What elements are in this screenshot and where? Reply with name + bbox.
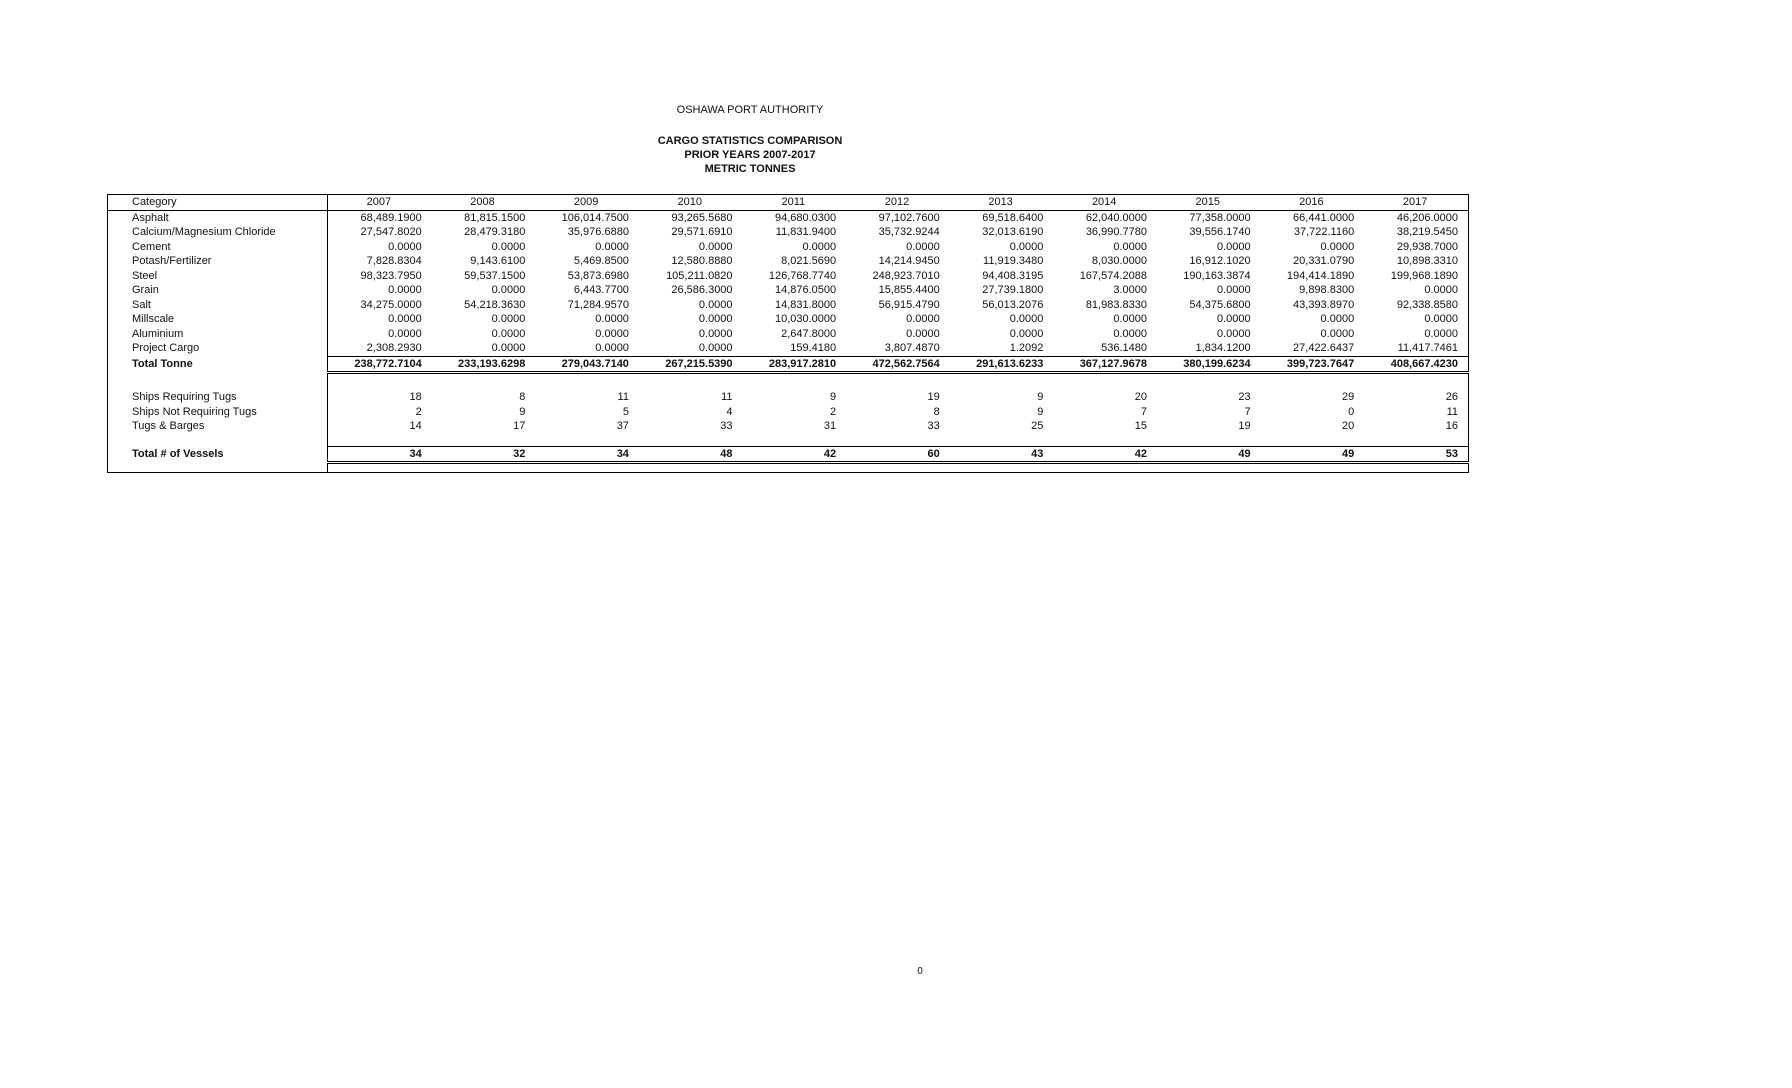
table-cell: 11 bbox=[617, 391, 629, 403]
table-cell: 472,562.7564 bbox=[846, 356, 950, 373]
spacer-cell bbox=[108, 434, 328, 447]
table-row bbox=[108, 254, 1469, 269]
table-cell: 0.0000 bbox=[1216, 327, 1251, 340]
table-cell: 0.0000 bbox=[1424, 313, 1458, 325]
table-cell: 38,219.5450 bbox=[1396, 226, 1458, 238]
table-row bbox=[108, 419, 1469, 434]
table-cell: 0.0000 bbox=[595, 327, 629, 340]
table-cell: 0.0000 bbox=[388, 240, 422, 253]
table-cell: 34 bbox=[535, 446, 639, 463]
table-cell: 0.0000 bbox=[388, 284, 422, 296]
table-cell: 20 bbox=[1134, 391, 1147, 403]
table-cell: 0.0000 bbox=[1320, 327, 1355, 340]
table-cell: 159.4180 bbox=[743, 341, 847, 356]
table-cell: 93,265.5680 bbox=[671, 211, 733, 224]
table-cell: 37,722.1160 bbox=[1293, 226, 1355, 238]
table-cell: 291,613.6233 bbox=[950, 356, 1054, 373]
table-row bbox=[108, 327, 1469, 342]
table-cell: 43 bbox=[950, 446, 1054, 463]
table-cell: 0.0000 bbox=[1113, 313, 1147, 325]
table-cell: 43,393.8970 bbox=[1293, 298, 1355, 311]
table-cell: 92,338.8580 bbox=[1396, 298, 1458, 311]
table-cell: 16,912.1020 bbox=[1189, 255, 1251, 267]
table-cell: 5 bbox=[622, 405, 629, 418]
table-cell: 34,275.0000 bbox=[360, 298, 422, 311]
table-cell: 11 bbox=[721, 391, 733, 403]
table-cell: 5,469.8500 bbox=[573, 255, 629, 267]
table-cell: 15 bbox=[1134, 420, 1147, 432]
table-cell: 32 bbox=[432, 446, 536, 463]
table-cell: 0.0000 bbox=[491, 284, 526, 296]
year-header: 2008 bbox=[432, 195, 536, 211]
table-cell: 0.0000 bbox=[1009, 327, 1044, 340]
table-cell: 12,580.8880 bbox=[671, 255, 733, 267]
table-cell: 18 bbox=[409, 391, 422, 403]
table-cell: 25 bbox=[1031, 420, 1044, 432]
year-header: 2007 bbox=[328, 195, 432, 211]
table-cell: 0.0000 bbox=[432, 341, 536, 356]
year-header: 2015 bbox=[1157, 195, 1261, 211]
table-cell: 20,331.0790 bbox=[1293, 255, 1355, 267]
row-label: Asphalt bbox=[108, 210, 328, 225]
table-cell: 106,014.7500 bbox=[561, 211, 629, 224]
row-label: Salt bbox=[108, 298, 328, 313]
table-cell: 7 bbox=[1244, 405, 1251, 418]
year-header: 2011 bbox=[743, 195, 847, 211]
table-cell: 7,828.8304 bbox=[366, 255, 422, 267]
table-cell: 3.0000 bbox=[1113, 284, 1147, 296]
table-cell: 9 bbox=[519, 405, 526, 418]
table-cell: 199,968.1890 bbox=[1390, 269, 1458, 282]
year-header: 2012 bbox=[846, 195, 950, 211]
table-cell: 0.0000 bbox=[491, 327, 526, 340]
table-cell: 17 bbox=[513, 420, 526, 432]
table-cell: 56,915.4790 bbox=[878, 298, 940, 311]
row-label: Potash/Fertilizer bbox=[108, 254, 328, 269]
table-cell: 14,214.9450 bbox=[878, 255, 940, 267]
table-row bbox=[108, 405, 1469, 420]
table-cell: 7 bbox=[1140, 405, 1147, 418]
table-cell: 53,873.6980 bbox=[567, 269, 629, 282]
table-cell: 1.2092 bbox=[950, 341, 1054, 356]
table-cell: 98,323.7950 bbox=[360, 269, 422, 282]
table-cell: 0.0000 bbox=[802, 240, 837, 253]
table-cell: 2,647.8000 bbox=[781, 327, 837, 340]
table-cell: 15,855.4400 bbox=[878, 284, 940, 296]
table-cell: 11,919.3480 bbox=[983, 255, 1044, 267]
table-cell: 0.0000 bbox=[595, 313, 629, 325]
organization-name: OSHAWA PORT AUTHORITY bbox=[676, 104, 824, 116]
table-cell: 248,923.7010 bbox=[872, 269, 940, 282]
table-cell: 48 bbox=[639, 446, 743, 463]
table-cell: 81,983.8330 bbox=[1085, 298, 1147, 311]
table-row bbox=[108, 312, 1469, 327]
table-cell: 0 bbox=[1348, 405, 1355, 418]
table-cell: 8,030.0000 bbox=[1091, 255, 1147, 267]
table-row bbox=[108, 298, 1469, 313]
table-cell: 97,102.7600 bbox=[878, 211, 940, 224]
table-cell: 11,831.9400 bbox=[775, 226, 837, 238]
table-cell: 8,021.5690 bbox=[781, 255, 837, 267]
table-cell: 81,815.1500 bbox=[464, 211, 526, 224]
table-cell: 9,143.6100 bbox=[470, 255, 526, 267]
row-label: Cement bbox=[108, 240, 328, 255]
spacer-row bbox=[108, 434, 1469, 447]
table-cell: 0.0000 bbox=[1320, 313, 1355, 325]
table-cell: 49 bbox=[1157, 446, 1261, 463]
table-cell: 1,834.1200 bbox=[1157, 341, 1261, 356]
table-cell: 46,206.0000 bbox=[1396, 211, 1458, 224]
table-cell: 10,030.0000 bbox=[774, 313, 837, 325]
row-label: Tugs & Barges bbox=[108, 419, 328, 434]
table-cell: 49 bbox=[1261, 446, 1365, 463]
spacer-row bbox=[108, 373, 1469, 391]
table-cell: 8 bbox=[519, 391, 526, 403]
table-cell: 42 bbox=[1053, 446, 1157, 463]
page-number: 0 bbox=[917, 966, 923, 977]
year-header: 2010 bbox=[639, 195, 743, 211]
table-cell: 9,898.8300 bbox=[1299, 284, 1355, 296]
report-units: METRIC TONNES bbox=[704, 163, 796, 175]
table-cell: 0.0000 bbox=[595, 240, 629, 253]
table-cell: 20 bbox=[1341, 420, 1355, 432]
table-cell: 536.1480 bbox=[1053, 341, 1157, 356]
table-cell: 37 bbox=[616, 420, 629, 432]
table-cell: 9 bbox=[1037, 391, 1044, 403]
table-cell: 0.0000 bbox=[1113, 240, 1147, 253]
table-cell: 66,441.0000 bbox=[1293, 211, 1355, 224]
table-cell: 167,574.2088 bbox=[1079, 269, 1147, 282]
table-cell: 53 bbox=[1364, 446, 1468, 463]
table-cell: 0.0000 bbox=[1320, 240, 1355, 253]
table-row bbox=[108, 225, 1469, 240]
spacer-cell bbox=[328, 373, 1469, 391]
table-cell: 35,976.6880 bbox=[567, 226, 629, 238]
table-cell: 39,556.1740 bbox=[1189, 226, 1251, 238]
report-title: CARGO STATISTICS COMPARISON bbox=[657, 135, 843, 147]
table-cell: 9 bbox=[1037, 405, 1044, 418]
table-cell: 0.0000 bbox=[698, 313, 733, 325]
table-cell: 59,537.1500 bbox=[464, 269, 526, 282]
row-label: Calcium/Magnesium Chloride bbox=[108, 225, 328, 240]
table-cell: 233,193.6298 bbox=[432, 356, 536, 373]
table-cell: 26 bbox=[1445, 391, 1458, 403]
category-header: Category bbox=[108, 195, 328, 211]
table-cell: 0.0000 bbox=[388, 313, 422, 325]
table-cell: 283,917.2810 bbox=[743, 356, 847, 373]
table-cell: 54,218.3630 bbox=[464, 298, 526, 311]
row-label: Grain bbox=[108, 283, 328, 298]
table-cell: 10,898.3310 bbox=[1396, 255, 1458, 267]
table-cell: 28,479.3180 bbox=[464, 226, 526, 238]
spacer-cell bbox=[108, 463, 328, 473]
table-cell: 77,358.0000 bbox=[1189, 211, 1251, 224]
table-cell: 2,308.2930 bbox=[328, 341, 432, 356]
table-cell: 408,667.4230 bbox=[1364, 356, 1468, 373]
table-cell: 19 bbox=[1238, 420, 1251, 432]
table-cell: 0.0000 bbox=[1113, 327, 1147, 340]
row-label: Project Cargo bbox=[108, 341, 328, 356]
year-header: 2014 bbox=[1053, 195, 1157, 211]
table-cell: 0.0000 bbox=[698, 240, 733, 253]
table-cell: 8 bbox=[933, 405, 940, 418]
table-cell: 267,215.5390 bbox=[639, 356, 743, 373]
table-row bbox=[108, 269, 1469, 284]
table-cell: 0.0000 bbox=[1216, 240, 1251, 253]
table-cell: 399,723.7647 bbox=[1261, 356, 1365, 373]
row-label: Ships Not Requiring Tugs bbox=[108, 405, 328, 420]
table-cell: 56,013.2076 bbox=[982, 298, 1044, 311]
table-cell: 2 bbox=[415, 405, 422, 418]
table-cell: 0.0000 bbox=[1424, 284, 1458, 296]
year-header: 2009 bbox=[535, 195, 639, 211]
report-title-block bbox=[600, 134, 900, 176]
table-cell: 194,414.1890 bbox=[1286, 269, 1355, 282]
row-label: Ships Requiring Tugs bbox=[108, 390, 328, 405]
table-cell: 33 bbox=[927, 420, 940, 432]
table-cell: 16 bbox=[1445, 420, 1458, 432]
table-cell: 27,422.6437 bbox=[1261, 341, 1365, 356]
table-cell: 71,284.9570 bbox=[567, 298, 629, 311]
table-cell: 0.0000 bbox=[535, 341, 639, 356]
year-header: 2017 bbox=[1364, 195, 1468, 211]
table-row bbox=[108, 356, 1469, 373]
table-cell: 26,586.3000 bbox=[671, 284, 733, 296]
table-cell: 29,571.6910 bbox=[671, 226, 733, 238]
table-cell: 380,199.6234 bbox=[1157, 356, 1261, 373]
table-cell: 60 bbox=[846, 446, 950, 463]
table-cell: 367,127.9678 bbox=[1053, 356, 1157, 373]
table-cell: 11,417.7461 bbox=[1364, 341, 1468, 356]
table-cell: 94,680.0300 bbox=[774, 211, 837, 224]
table-row bbox=[108, 341, 1469, 356]
table-cell: 0.0000 bbox=[1424, 327, 1458, 340]
table-cell: 2 bbox=[830, 405, 837, 418]
table-cell: 27,739.1800 bbox=[982, 284, 1044, 296]
table-cell: 126,768.7740 bbox=[768, 269, 837, 282]
table-cell: 0.0000 bbox=[906, 313, 940, 325]
row-label: Millscale bbox=[108, 312, 328, 327]
cargo-statistics-table bbox=[107, 194, 1469, 473]
table-cell: 0.0000 bbox=[1216, 284, 1251, 296]
table-cell: 68,489.1900 bbox=[360, 211, 422, 224]
table-cell: 0.0000 bbox=[388, 327, 422, 340]
table-cell: 32,013.6190 bbox=[982, 226, 1044, 238]
table-header-row bbox=[108, 195, 1469, 211]
table-row bbox=[108, 240, 1469, 255]
report-period: PRIOR YEARS 2007-2017 bbox=[684, 149, 816, 161]
table-cell: 0.0000 bbox=[491, 240, 526, 253]
table-cell: 0.0000 bbox=[906, 240, 940, 253]
table-cell: 6,443.7700 bbox=[573, 284, 629, 296]
table-cell: 19 bbox=[927, 391, 940, 403]
table-cell: 62,040.0000 bbox=[1085, 211, 1147, 224]
table-cell: 31 bbox=[823, 420, 837, 432]
table-cell: 14,876.0500 bbox=[774, 284, 837, 296]
table-cell: 190,163.3874 bbox=[1183, 269, 1251, 282]
table-cell: 69,518.6400 bbox=[982, 211, 1044, 224]
table-cell: 279,043.7140 bbox=[535, 356, 639, 373]
table-cell: 105,211.0820 bbox=[666, 269, 733, 282]
table-cell: 36,990.7780 bbox=[1085, 226, 1147, 238]
table-cell: 14,831.8000 bbox=[774, 298, 837, 311]
spacer-row bbox=[108, 463, 1469, 473]
table-cell: 54,375.6800 bbox=[1189, 298, 1251, 311]
table-row bbox=[108, 283, 1469, 298]
spacer-cell bbox=[328, 463, 1469, 473]
table-row bbox=[108, 390, 1469, 405]
table-row bbox=[108, 210, 1469, 225]
row-label: Aluminium bbox=[108, 327, 328, 342]
row-label: Total Tonne bbox=[108, 356, 328, 373]
table-cell: 4 bbox=[726, 405, 733, 418]
year-header: 2013 bbox=[950, 195, 1054, 211]
table-cell: 35,732.9244 bbox=[878, 226, 940, 238]
table-cell: 14 bbox=[409, 420, 422, 432]
table-cell: 0.0000 bbox=[639, 341, 743, 356]
table-cell: 11 bbox=[1446, 405, 1458, 418]
table-cell: 0.0000 bbox=[698, 327, 733, 340]
table-cell: 29 bbox=[1341, 391, 1355, 403]
table-cell: 27,547.8020 bbox=[360, 226, 422, 238]
table-cell: 0.0000 bbox=[1009, 240, 1044, 253]
table-cell: 9 bbox=[830, 391, 837, 403]
row-label: Total # of Vessels bbox=[108, 446, 328, 463]
table-cell: 29,938.7000 bbox=[1396, 240, 1458, 253]
table-cell: 0.0000 bbox=[1216, 313, 1251, 325]
table-cell: 34 bbox=[328, 446, 432, 463]
spacer-cell bbox=[328, 434, 1469, 447]
table-cell: 94,408.3195 bbox=[982, 269, 1044, 282]
spacer-cell bbox=[108, 373, 328, 391]
table-cell: 23 bbox=[1238, 391, 1251, 403]
table-row bbox=[108, 446, 1469, 463]
table-cell: 238,772.7104 bbox=[328, 356, 432, 373]
row-label: Steel bbox=[108, 269, 328, 284]
table-cell: 0.0000 bbox=[1009, 313, 1044, 325]
table-cell: 0.0000 bbox=[906, 327, 940, 340]
table-cell: 0.0000 bbox=[491, 313, 526, 325]
table-cell: 42 bbox=[743, 446, 847, 463]
year-header: 2016 bbox=[1261, 195, 1365, 211]
table-cell: 0.0000 bbox=[698, 298, 733, 311]
table-cell: 33 bbox=[720, 420, 733, 432]
table-cell: 3,807.4870 bbox=[846, 341, 950, 356]
